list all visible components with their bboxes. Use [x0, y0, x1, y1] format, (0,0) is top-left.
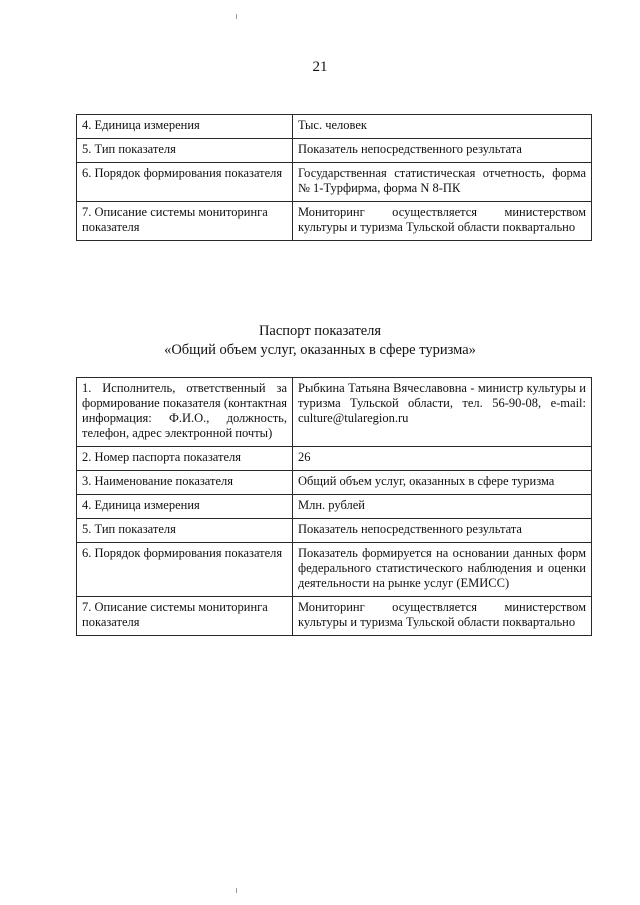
row-label: 5. Тип показателя: [77, 519, 293, 543]
row-label: 7. Описание системы мониторинга показателя: [77, 202, 293, 241]
table-row: [77, 495, 592, 519]
row-value: Общий объем услуг, оказанных в сфере туризма: [293, 471, 592, 495]
table-row: [77, 471, 592, 495]
row-label: 1. Исполнитель, ответственный за формирование показателя (контактная информация: Ф.И.О., должность, телефон, адрес электронной почты): [77, 378, 293, 447]
row-label: 3. Наименование показателя: [77, 471, 293, 495]
table-row: [77, 543, 592, 597]
row-value: 26: [293, 447, 592, 471]
row-value: Тыс. человек: [293, 115, 592, 139]
row-label: 6. Порядок формирования показателя: [77, 543, 293, 597]
row-label: 5. Тип показателя: [77, 139, 293, 163]
scan-mark-bottom: [236, 888, 237, 893]
row-label: 7. Описание системы мониторинга показателя: [77, 597, 293, 636]
indicator-table-continuation: [76, 114, 592, 241]
row-label: 4. Единица измерения: [77, 115, 293, 139]
row-label: 2. Номер паспорта показателя: [77, 447, 293, 471]
row-value: Мониторинг осуществляется министерством культуры и туризма Тульской области поквартально: [293, 597, 592, 636]
table-row: [77, 447, 592, 471]
row-label: 6. Порядок формирования показателя: [77, 163, 293, 202]
passport-table: [76, 377, 592, 636]
page-number: 21: [312, 59, 328, 75]
scan-mark-top: [236, 14, 237, 19]
row-value: Показатель непосредственного результата: [293, 139, 592, 163]
table-row: [77, 139, 592, 163]
row-value: Показатель непосредственного результата: [293, 519, 592, 543]
table-row: [77, 519, 592, 543]
row-value: Рыбкина Татьяна Вячеславовна - министр культуры и туризма Тульской области, тел. 56-90-08, e-mail: culture@tularegion.ru: [293, 378, 592, 447]
row-value: Млн. рублей: [293, 495, 592, 519]
table-row: [77, 202, 592, 241]
passport-subtitle: «Общий объем услуг, оказанных в сфере туризма»: [164, 342, 476, 358]
passport-title: Паспорт показателя: [258, 323, 382, 339]
row-value: Мониторинг осуществляется министерством культуры и туризма Тульской области поквартально: [293, 202, 592, 241]
row-label: 4. Единица измерения: [77, 495, 293, 519]
row-value: Показатель формируется на основании данных форм федерального статистического наблюдения и оценки деятельности на рынке услуг (ЕМИСС): [293, 543, 592, 597]
table-row: [77, 115, 592, 139]
table-row: [77, 378, 592, 447]
table-row: [77, 597, 592, 636]
row-value: Государственная статистическая отчетность, форма № 1-Турфирма, форма N 8-ПК: [293, 163, 592, 202]
table-row: [77, 163, 592, 202]
